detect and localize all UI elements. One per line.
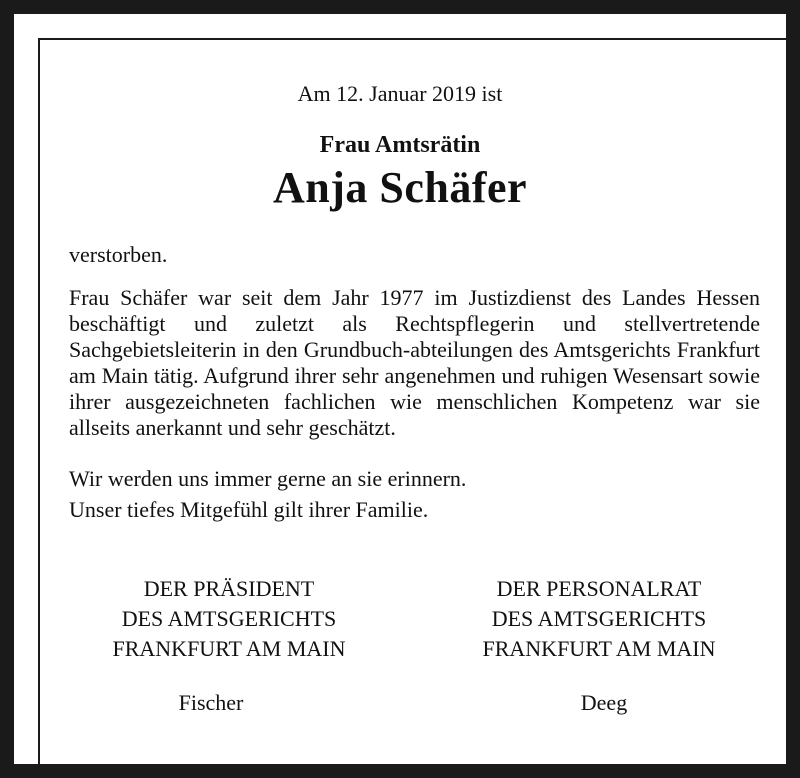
sig-left-line2: DES AMTSGERICHTS [121, 606, 337, 631]
sig-right-line1: DER PERSONALRAT [496, 576, 702, 601]
notice-title: Frau Amtsrätin [319, 132, 481, 158]
notice-verb: verstorben. [69, 242, 168, 267]
sympathy-line: Unser tiefes Mitgefühl gilt ihrer Familie. [69, 497, 429, 522]
sig-left-line3: FRANKFURT AM MAIN [112, 636, 346, 661]
signer-left: Fischer [178, 690, 244, 715]
signer-right: Deeg [580, 690, 628, 715]
notice-body: Frau Schäfer war seit dem Jahr 1977 im Justizdienst des Landes Hessen beschäftigt und zuletzt als Rechtspflegerin und stellvertretende Sachgebietsleiterin in den Grundbuch-abteilungen des Amtsgerichts Frankfurt am Main tätig. Aufgrund ihrer sehr angenehmen und ruhigen Wesensart sowie ihrer ausgezeichneten fachlichen wie menschlichen Kompetenz war sie allseits anerkannt und sehr geschätzt. [69, 285, 760, 440]
signature-block-staff-council [434, 574, 764, 664]
signature-block-president [64, 574, 394, 664]
notice-intro: Am 12. Januar 2019 ist [297, 81, 503, 106]
deceased-name: Anja Schäfer [272, 163, 528, 212]
sig-right-line2: DES AMTSGERICHTS [491, 606, 707, 631]
remember-line: Wir werden uns immer gerne an sie erinnern. [69, 466, 467, 491]
sig-right-line3: FRANKFURT AM MAIN [482, 636, 716, 661]
sig-left-line1: DER PRÄSIDENT [143, 576, 315, 601]
